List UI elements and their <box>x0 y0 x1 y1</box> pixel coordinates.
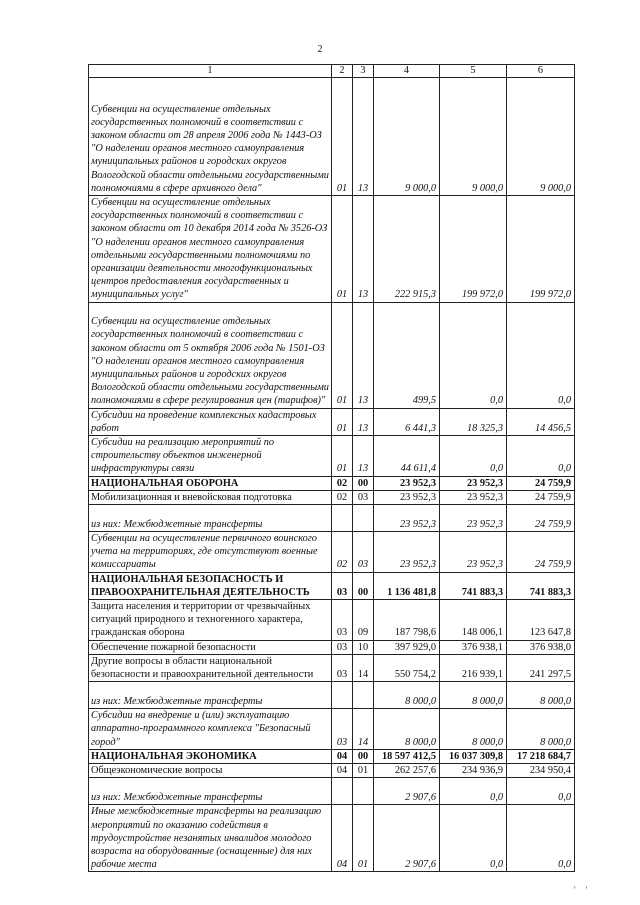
page-number: 2 <box>317 44 323 55</box>
row-name-cell: Субсидии на проведение комплексных кадастровых работ <box>89 408 332 435</box>
subsection-code-cell: 13 <box>353 196 374 303</box>
section-code-cell <box>332 778 353 805</box>
table-row <box>89 600 575 641</box>
section-code-cell: 01 <box>332 196 353 303</box>
section-code-cell <box>332 682 353 709</box>
table-row <box>89 682 575 709</box>
table-header-row <box>89 65 575 78</box>
subsection-code-cell: 14 <box>353 709 374 750</box>
value-year2-cell: 234 936,9 <box>440 764 507 778</box>
value-year2-cell: 9 000,0 <box>440 78 507 196</box>
table-row <box>89 778 575 805</box>
value-year1-cell: 2 907,6 <box>374 778 440 805</box>
value-year1-cell: 6 441,3 <box>374 408 440 435</box>
value-year2-cell: 0,0 <box>440 436 507 477</box>
subsection-code-cell: 03 <box>353 490 374 504</box>
subsection-code-cell: 01 <box>353 764 374 778</box>
value-year2-cell: 23 952,3 <box>440 476 507 490</box>
subsection-code-cell: 00 <box>353 572 374 599</box>
table-row <box>89 709 575 750</box>
table-row <box>89 302 575 408</box>
section-code-cell: 04 <box>332 764 353 778</box>
row-name-cell: НАЦИОНАЛЬНАЯ БЕЗОПАСНОСТЬ И ПРАВООХРАНИТЕЛЬНАЯ ДЕЯТЕЛЬНОСТЬ <box>89 572 332 599</box>
value-year1-cell: 8 000,0 <box>374 709 440 750</box>
value-year3-cell: 741 883,3 <box>507 572 575 599</box>
value-year3-cell: 24 759,9 <box>507 490 575 504</box>
value-year3-cell: 241 297,5 <box>507 654 575 681</box>
value-year3-cell: 14 456,5 <box>507 408 575 435</box>
header-cell: 5 <box>440 65 507 78</box>
table-row <box>89 654 575 681</box>
subsection-code-cell: 00 <box>353 749 374 763</box>
subsection-code-cell: 13 <box>353 408 374 435</box>
value-year3-cell: 199 972,0 <box>507 196 575 303</box>
table-row <box>89 640 575 654</box>
value-year3-cell: 17 218 684,7 <box>507 749 575 763</box>
value-year2-cell: 148 006,1 <box>440 600 507 641</box>
table-row <box>89 572 575 599</box>
value-year3-cell: 234 950,4 <box>507 764 575 778</box>
value-year3-cell: 0,0 <box>507 805 575 872</box>
section-code-cell: 03 <box>332 654 353 681</box>
value-year1-cell: 222 915,3 <box>374 196 440 303</box>
row-name-cell: Субвенции на осуществление отдельных государственных полномочий в соответствии с законом области от 5 октября 2006 года № 1501-ОЗ "О наделении органов местного самоуправления муниципальных районов и городских округов Вологодской области отдельными государственными полномочиями в сфере регулирования цен (тарифов)" <box>89 302 332 408</box>
subsection-code-cell <box>353 505 374 532</box>
header-cell: 3 <box>353 65 374 78</box>
subsection-code-cell: 03 <box>353 532 374 573</box>
table-row <box>89 490 575 504</box>
subsection-code-cell: 13 <box>353 436 374 477</box>
value-year1-cell: 23 952,3 <box>374 532 440 573</box>
value-year1-cell: 9 000,0 <box>374 78 440 196</box>
value-year1-cell: 550 754,2 <box>374 654 440 681</box>
value-year1-cell: 499,5 <box>374 302 440 408</box>
subsection-code-cell: 00 <box>353 476 374 490</box>
section-code-cell: 02 <box>332 476 353 490</box>
value-year3-cell: 24 759,9 <box>507 532 575 573</box>
subsection-code-cell: 09 <box>353 600 374 641</box>
header-cell: 1 <box>89 65 332 78</box>
section-code-cell <box>332 505 353 532</box>
table-row <box>89 749 575 763</box>
budget-table <box>88 64 575 872</box>
section-code-cell: 03 <box>332 709 353 750</box>
value-year1-cell: 23 952,3 <box>374 476 440 490</box>
corner-mark: ' ' <box>574 885 592 895</box>
value-year2-cell: 741 883,3 <box>440 572 507 599</box>
table-row <box>89 532 575 573</box>
table-row <box>89 196 575 303</box>
row-name-cell: Субвенции на осуществление первичного воинского учета на территориях, где отсутствуют военные комиссариаты <box>89 532 332 573</box>
value-year2-cell: 23 952,3 <box>440 490 507 504</box>
value-year1-cell: 1 136 481,8 <box>374 572 440 599</box>
row-name-cell: Иные межбюджетные трансферты на реализацию мероприятий по оказанию содействия в трудоустройстве незанятых инвалидов молодого возраста на оборудованные (оснащенные) для них рабочие места <box>89 805 332 872</box>
table-row <box>89 505 575 532</box>
subsection-code-cell <box>353 778 374 805</box>
section-code-cell: 03 <box>332 572 353 599</box>
value-year2-cell: 23 952,3 <box>440 532 507 573</box>
value-year2-cell: 376 938,1 <box>440 640 507 654</box>
row-name-cell: Обеспечение пожарной безопасности <box>89 640 332 654</box>
table-row <box>89 476 575 490</box>
section-code-cell: 03 <box>332 600 353 641</box>
value-year1-cell: 23 952,3 <box>374 505 440 532</box>
value-year2-cell: 216 939,1 <box>440 654 507 681</box>
section-code-cell: 01 <box>332 408 353 435</box>
value-year3-cell: 8 000,0 <box>507 709 575 750</box>
section-code-cell: 04 <box>332 805 353 872</box>
row-name-cell: из них: Межбюджетные трансферты <box>89 778 332 805</box>
value-year3-cell: 8 000,0 <box>507 682 575 709</box>
value-year3-cell: 0,0 <box>507 436 575 477</box>
subsection-code-cell: 13 <box>353 302 374 408</box>
row-name-cell: НАЦИОНАЛЬНАЯ ОБОРОНА <box>89 476 332 490</box>
value-year1-cell: 18 597 412,5 <box>374 749 440 763</box>
value-year2-cell: 0,0 <box>440 805 507 872</box>
value-year2-cell: 8 000,0 <box>440 682 507 709</box>
value-year1-cell: 8 000,0 <box>374 682 440 709</box>
value-year1-cell: 262 257,6 <box>374 764 440 778</box>
row-name-cell: Защита населения и территории от чрезвычайных ситуаций природного и техногенного характера, гражданская оборона <box>89 600 332 641</box>
section-code-cell: 03 <box>332 640 353 654</box>
value-year2-cell: 23 952,3 <box>440 505 507 532</box>
header-cell: 2 <box>332 65 353 78</box>
row-name-cell: НАЦИОНАЛЬНАЯ ЭКОНОМИКА <box>89 749 332 763</box>
value-year2-cell: 16 037 309,8 <box>440 749 507 763</box>
subsection-code-cell <box>353 682 374 709</box>
table-row <box>89 78 575 196</box>
header-cell: 6 <box>507 65 575 78</box>
value-year3-cell: 24 759,9 <box>507 505 575 532</box>
table-row <box>89 805 575 872</box>
value-year1-cell: 44 611,4 <box>374 436 440 477</box>
table-row <box>89 408 575 435</box>
value-year2-cell: 8 000,0 <box>440 709 507 750</box>
row-name-cell: из них: Межбюджетные трансферты <box>89 505 332 532</box>
subsection-code-cell: 10 <box>353 640 374 654</box>
value-year2-cell: 0,0 <box>440 778 507 805</box>
value-year2-cell: 18 325,3 <box>440 408 507 435</box>
row-name-cell: Субвенции на осуществление отдельных государственных полномочий в соответствии с законом области от 28 апреля 2006 года № 1443-ОЗ "О наделении органов местного самоуправления муниципальных районов и городских округов Вологодской области отдельными государственными полномочиями в сфере архивного дела" <box>89 78 332 196</box>
value-year3-cell: 123 647,8 <box>507 600 575 641</box>
subsection-code-cell: 14 <box>353 654 374 681</box>
value-year1-cell: 397 929,0 <box>374 640 440 654</box>
value-year1-cell: 187 798,6 <box>374 600 440 641</box>
subsection-code-cell: 13 <box>353 78 374 196</box>
value-year3-cell: 9 000,0 <box>507 78 575 196</box>
section-code-cell: 04 <box>332 749 353 763</box>
value-year3-cell: 0,0 <box>507 778 575 805</box>
table-row <box>89 436 575 477</box>
row-name-cell: Мобилизационная и вневойсковая подготовка <box>89 490 332 504</box>
subsection-code-cell: 01 <box>353 805 374 872</box>
section-code-cell: 02 <box>332 532 353 573</box>
value-year3-cell: 0,0 <box>507 302 575 408</box>
section-code-cell: 01 <box>332 78 353 196</box>
section-code-cell: 01 <box>332 436 353 477</box>
value-year2-cell: 0,0 <box>440 302 507 408</box>
section-code-cell: 01 <box>332 302 353 408</box>
row-name-cell: Субвенции на осуществление отдельных государственных полномочий в соответствии с законом области от 10 декабря 2014 года № 3526-ОЗ "О наделении органов местного самоуправления отдельными государственными полномочиями по организации деятельности многофункциональных центров предоставления государственных и муниципальных услуг" <box>89 196 332 303</box>
value-year3-cell: 376 938,0 <box>507 640 575 654</box>
row-name-cell: Другие вопросы в области национальной безопасности и правоохранительной деятельности <box>89 654 332 681</box>
value-year1-cell: 23 952,3 <box>374 490 440 504</box>
value-year3-cell: 24 759,9 <box>507 476 575 490</box>
row-name-cell: Субсидии на внедрение и (или) эксплуатацию аппаратно-программного комплекса "Безопасный город" <box>89 709 332 750</box>
row-name-cell: Субсидии на реализацию мероприятий по строительству объектов инженерной инфраструктуры связи <box>89 436 332 477</box>
row-name-cell: Общеэкономические вопросы <box>89 764 332 778</box>
table-row <box>89 764 575 778</box>
section-code-cell: 02 <box>332 490 353 504</box>
value-year1-cell: 2 907,6 <box>374 805 440 872</box>
header-cell: 4 <box>374 65 440 78</box>
row-name-cell: из них: Межбюджетные трансферты <box>89 682 332 709</box>
value-year2-cell: 199 972,0 <box>440 196 507 303</box>
